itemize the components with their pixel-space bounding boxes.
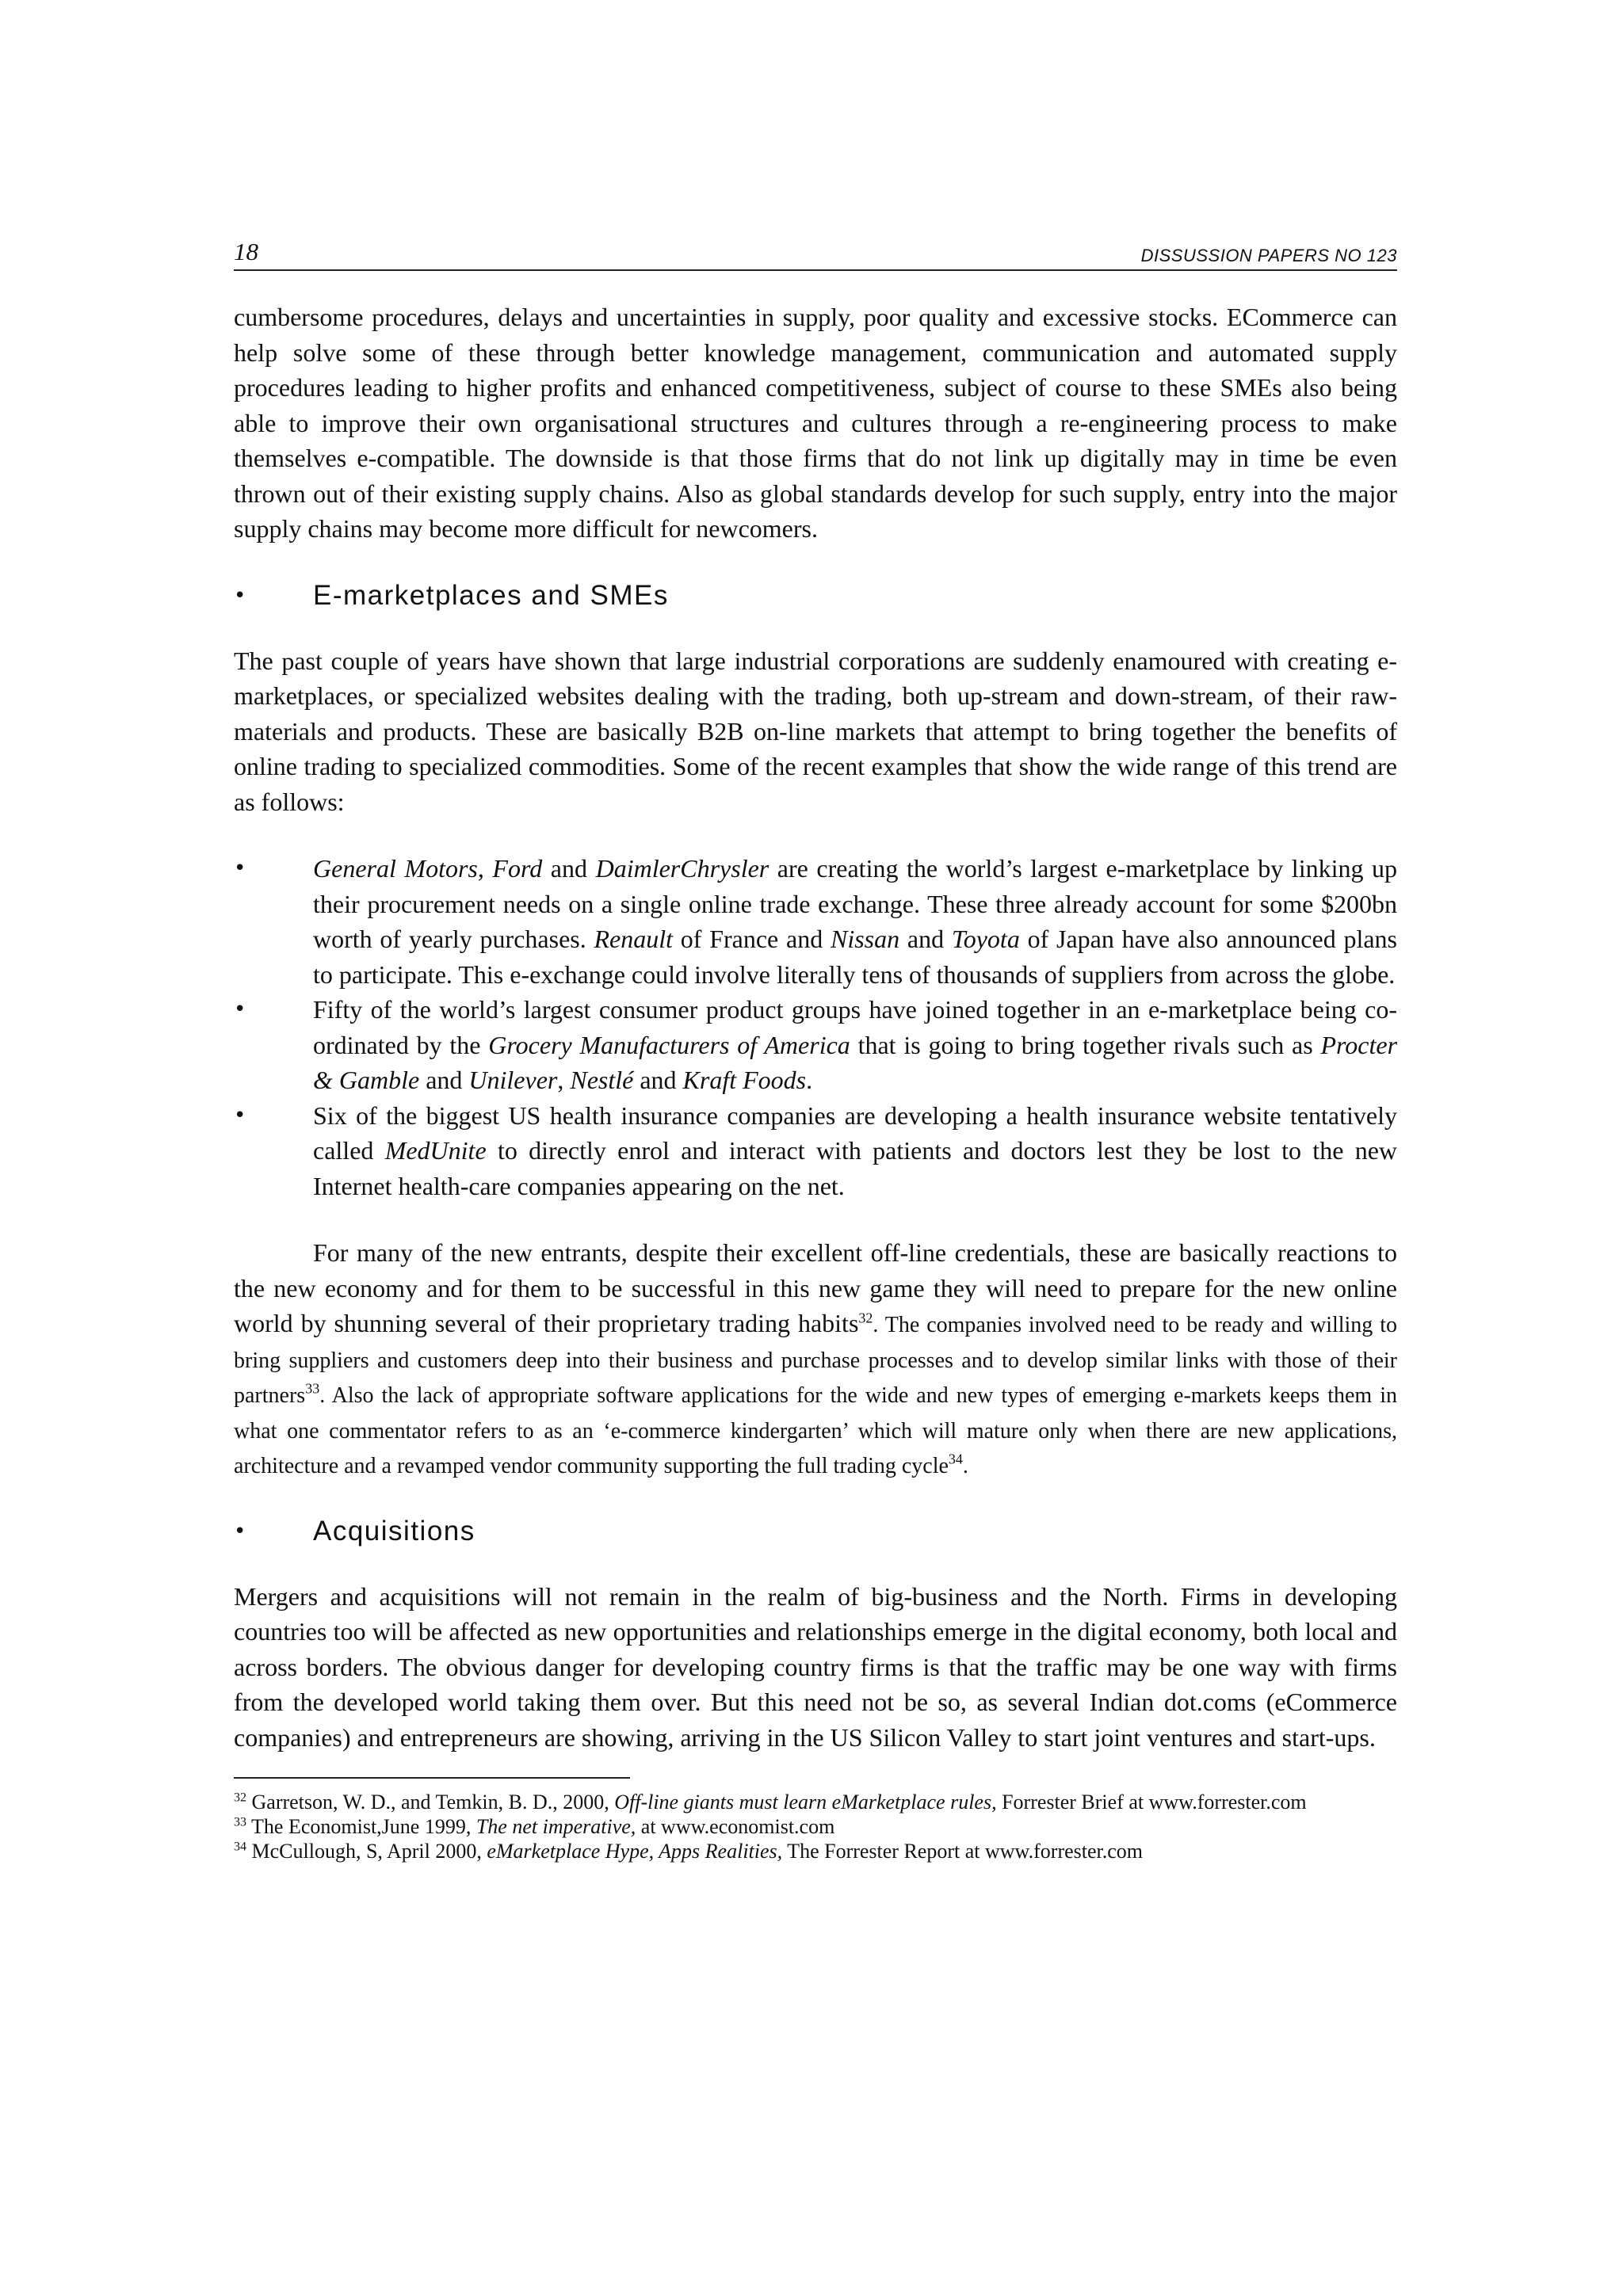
footnote-title: The net imperative, (475, 1815, 636, 1838)
footnote-number: 33 (234, 1815, 246, 1829)
company-name: Nestlé (570, 1066, 634, 1094)
list-item (234, 1098, 1397, 1204)
footnote-text: Forrester Brief at www.forrester.com (996, 1791, 1307, 1814)
page-number: 18 (234, 238, 258, 265)
footnote-title: eMarketplace Hype, Apps Realities, (487, 1840, 783, 1863)
bullet-icon: • (234, 1519, 247, 1543)
text-run: and (419, 1066, 469, 1094)
list-item-text (313, 1098, 1397, 1204)
organisation-name: Grocery Manufacturers of America (488, 1030, 850, 1059)
company-name: Kraft Foods (682, 1066, 807, 1094)
footnote-ref: 34 (948, 1451, 963, 1467)
acquisitions-paragraph: Mergers and acquisitions will not remain in the realm of big-business and the North. Firms in developing countries too will be affected as new opportunities and relationships emerge in the digital economy, both local and across borders. The obvious danger for developing country firms is that the traffic may be one way with firms from the developed world taking them over. But this need not be so, as several Indian dot.coms (eCommerce companies) and entrepreneurs are showing, arriving in the US Silicon Valley to start joint ventures and start-ups. (234, 1581, 1397, 1752)
text-run: . (962, 1454, 968, 1478)
text-run: and (542, 854, 596, 883)
footnote (234, 1814, 1397, 1839)
footnote-text: The Economist,June 1999, (246, 1815, 476, 1838)
footnote-title: Off-line giants must learn eMarketplace rules, (614, 1791, 997, 1814)
text-run: , (557, 1066, 571, 1094)
section-title: E-marketplaces and SMEs (313, 579, 669, 611)
list-item (234, 992, 1397, 1098)
text-run: . (806, 1066, 813, 1094)
text-run: and (899, 925, 952, 953)
page-header (234, 238, 1397, 271)
section-title: Acquisitions (313, 1515, 475, 1547)
text-run: Six of the biggest US health insurance companies are developing a health insurance website tentatively called (313, 1100, 1397, 1165)
page-content (234, 238, 1397, 1863)
company-name: Renault (594, 925, 674, 953)
company-name: DaimlerChrysler (595, 854, 769, 883)
text-run: that is going to bring together rivals such as (850, 1030, 1321, 1059)
company-name: Unilever (468, 1066, 558, 1094)
list-item-text (313, 851, 1397, 992)
text-run: of France and (673, 925, 831, 953)
footnote-number: 32 (234, 1791, 246, 1805)
text-run: For many of the new entrants, despite their excellent off-line credentials, these are basically reactions to the new economy and for them to be successful in this new game they will need to prepare for the new online world by shunning several of their proprietary trading habits (234, 1238, 1397, 1337)
intro-paragraph: cumbersome procedures, delays and uncertainties in supply, poor quality and excessive stocks. ECommerce can help solve some of these through better knowledge management, communication and automated supply procedures leading to higher profits and enhanced competitiveness, subject of course to these SMEs also being able to improve their own organisational structures and cultures through a re-engineering process to make themselves e-compatible. The downside is that those firms that do not link up digitally may in time be even thrown out of their existing supply chains. Also as global standards develop for such supply, entry into the major supply chains may become more difficult for newcomers. (234, 303, 1397, 543)
company-name: Toyota (951, 925, 1020, 953)
text-run: to directly enrol and interact with patients and doctors lest they be lost to the new Internet health-care companies appearing on the net. (313, 1136, 1397, 1200)
company-name: General Motors, Ford (313, 854, 543, 883)
footnote (234, 1839, 1397, 1863)
footnote-text: Garretson, W. D., and Temkin, B. D., 2000, (246, 1791, 615, 1814)
footnote (234, 1790, 1397, 1814)
bullet-icon: • (234, 856, 246, 880)
bullet-icon: • (234, 997, 246, 1021)
footnote-text: McCullough, S, April 2000, (246, 1840, 487, 1863)
footnote-divider (234, 1777, 630, 1779)
text-run: of Japan have also announced plans to participate. This e-exchange could involve literally tens of thousands of suppliers from across the globe. (313, 925, 1398, 989)
text-run: and (633, 1066, 683, 1094)
section-heading-emarketplaces (234, 580, 1397, 612)
bullet-icon: • (234, 1103, 246, 1127)
company-name: Nissan (830, 925, 900, 953)
bullet-icon: • (234, 583, 247, 608)
text-run: Fifty of the world’s largest consumer product groups have joined together in an e-marketplace being co-ordinated by the (313, 995, 1397, 1059)
footnote-number: 34 (234, 1840, 246, 1854)
company-name: Procter & Gamble (313, 1030, 1398, 1094)
footnote-text: The Forrester Report at www.forrester.com (782, 1840, 1144, 1863)
footnote-text: at www.economist.com (636, 1815, 835, 1838)
emarketplaces-paragraph: The past couple of years have shown that large industrial corporations are suddenly enamoured with creating e-marketplaces, or specialized websites dealing with the trading, both up-stream and down-stream, of their raw-materials and products. These are basically B2B on-line markets that attempt to bring together the benefits of online trading to specialized commodities. Some of the recent examples that show the wide range of this trend are as follows: (234, 646, 1397, 816)
footnote-ref: 33 (305, 1380, 320, 1397)
text-run: . Also the lack of appropriate software applications for the wide and new types of emerging e-markets keeps them in what one commentator refers to as an ‘e-commerce kindergarten’ which will mature only when there are new applications, architecture and a revamped vendor community supporting the full trading cycle (234, 1383, 1397, 1478)
closing-paragraph (234, 1235, 1397, 1482)
website-name: MedUnite (384, 1136, 487, 1165)
list-item (234, 851, 1397, 992)
running-title: DISSUSSION PAPERS NO 123 (1140, 246, 1397, 265)
examples-list (234, 851, 1397, 1203)
text-run: are creating the world’s largest e-marketplace by linking up their procurement needs on a single online trade exchange. These three already account for some $200bn worth of yearly purchases. (313, 854, 1398, 953)
footnote-ref: 32 (858, 1310, 873, 1326)
list-item-text (313, 992, 1397, 1098)
text-run: . The companies involved need to be ready and willing to bring suppliers and customers deep into their business and purchase processes and to develop similar links with those of their partners (234, 1313, 1397, 1408)
section-heading-acquisitions (234, 1516, 1397, 1547)
